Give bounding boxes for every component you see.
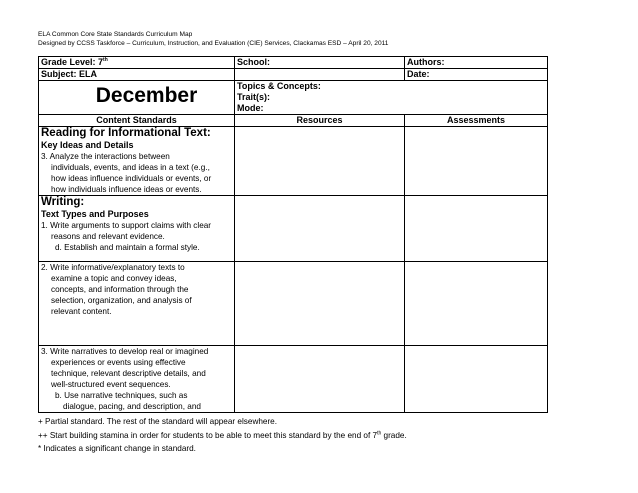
standard-line: reasons and relevant evidence. [51,232,165,241]
writing-standard-2-cell [39,262,235,346]
standard-line: 3. Write narratives to develop real or imagined [41,347,209,356]
column-header-assessments: Assessments [405,115,548,127]
writing-heading: Writing: [41,196,85,208]
standard-line: experiences or events using effective [51,358,186,367]
topics-cell [235,81,548,115]
topics-label: Topics & Concepts: [237,81,321,91]
standard-line: concepts, and information through the [51,285,189,294]
authors-cell: Authors: [405,57,548,69]
doc-header-title: ELA Common Core State Standards Curriculum Map [38,31,193,38]
standard-line: 2. Write informative/explanatory texts to [41,263,185,272]
writing-standard-3-cell [39,346,235,413]
standard-line: b. Use narrative techniques, such as [55,391,188,400]
resources-cell [235,127,405,196]
month-title: December [95,84,198,107]
column-header-standards: Content Standards [39,115,235,127]
resources-cell [235,346,405,413]
month-cell [39,81,235,115]
writing-standard-1-cell [39,196,235,262]
standard-line: 1. Write arguments to support claims with clear [41,221,212,230]
assessments-cell [405,196,548,262]
standard-line: selection, organization, and analysis of [51,296,192,305]
standard-line: how individuals influence ideas or events. [51,185,202,194]
subject-cell: Subject: ELA [39,69,235,81]
standard-line: dialogue, pacing, and description, and [63,402,201,411]
traits-label: Trait(s): [237,92,271,102]
date-cell: Date: [405,69,548,81]
reading-subheading: Key Ideas and Details [41,140,134,150]
school-cell: School: [235,57,405,69]
reading-standard-cell [39,127,235,196]
footnote-partial: + Partial standard. The rest of the standard will appear elsewhere. [38,417,278,426]
school-continued-cell [235,69,405,81]
assessments-cell [405,262,548,346]
mode-label: Mode: [237,103,264,113]
standard-line: examine a topic and convey ideas, [51,274,177,283]
standard-line: relevant content. [51,307,112,316]
curriculum-map-table [38,56,548,413]
standard-line: how ideas influence individuals or events, or [51,174,212,183]
standard-line: individuals, events, and ideas in a text (e.g., [51,163,210,172]
footnote-change: * Indicates a significant change in standard. [38,444,196,453]
assessments-cell [405,346,548,413]
resources-cell [235,196,405,262]
standard-line: technique, relevant descriptive details, and [51,369,206,378]
writing-subheading: Text Types and Purposes [41,209,149,219]
reading-heading: Reading for Informational Text: [41,127,211,139]
footnote-stamina: ++ Start building stamina in order for students to be able to meet this standard by the end of 7th grade. [38,430,407,440]
assessments-cell [405,127,548,196]
grade-level-cell: Grade Level: 7th [39,57,235,69]
resources-cell [235,262,405,346]
doc-header-credit: Designed by CCSS Taskforce – Curriculum, Instruction, and Evaluation (CIE) Services, Clackamas ESD – April 20, 2011 [38,40,389,47]
standard-line: 3. Analyze the interactions between [41,152,170,161]
standard-line: d. Establish and maintain a formal style. [55,243,200,252]
standard-line: well-structured event sequences. [51,380,171,389]
column-header-resources: Resources [235,115,405,127]
